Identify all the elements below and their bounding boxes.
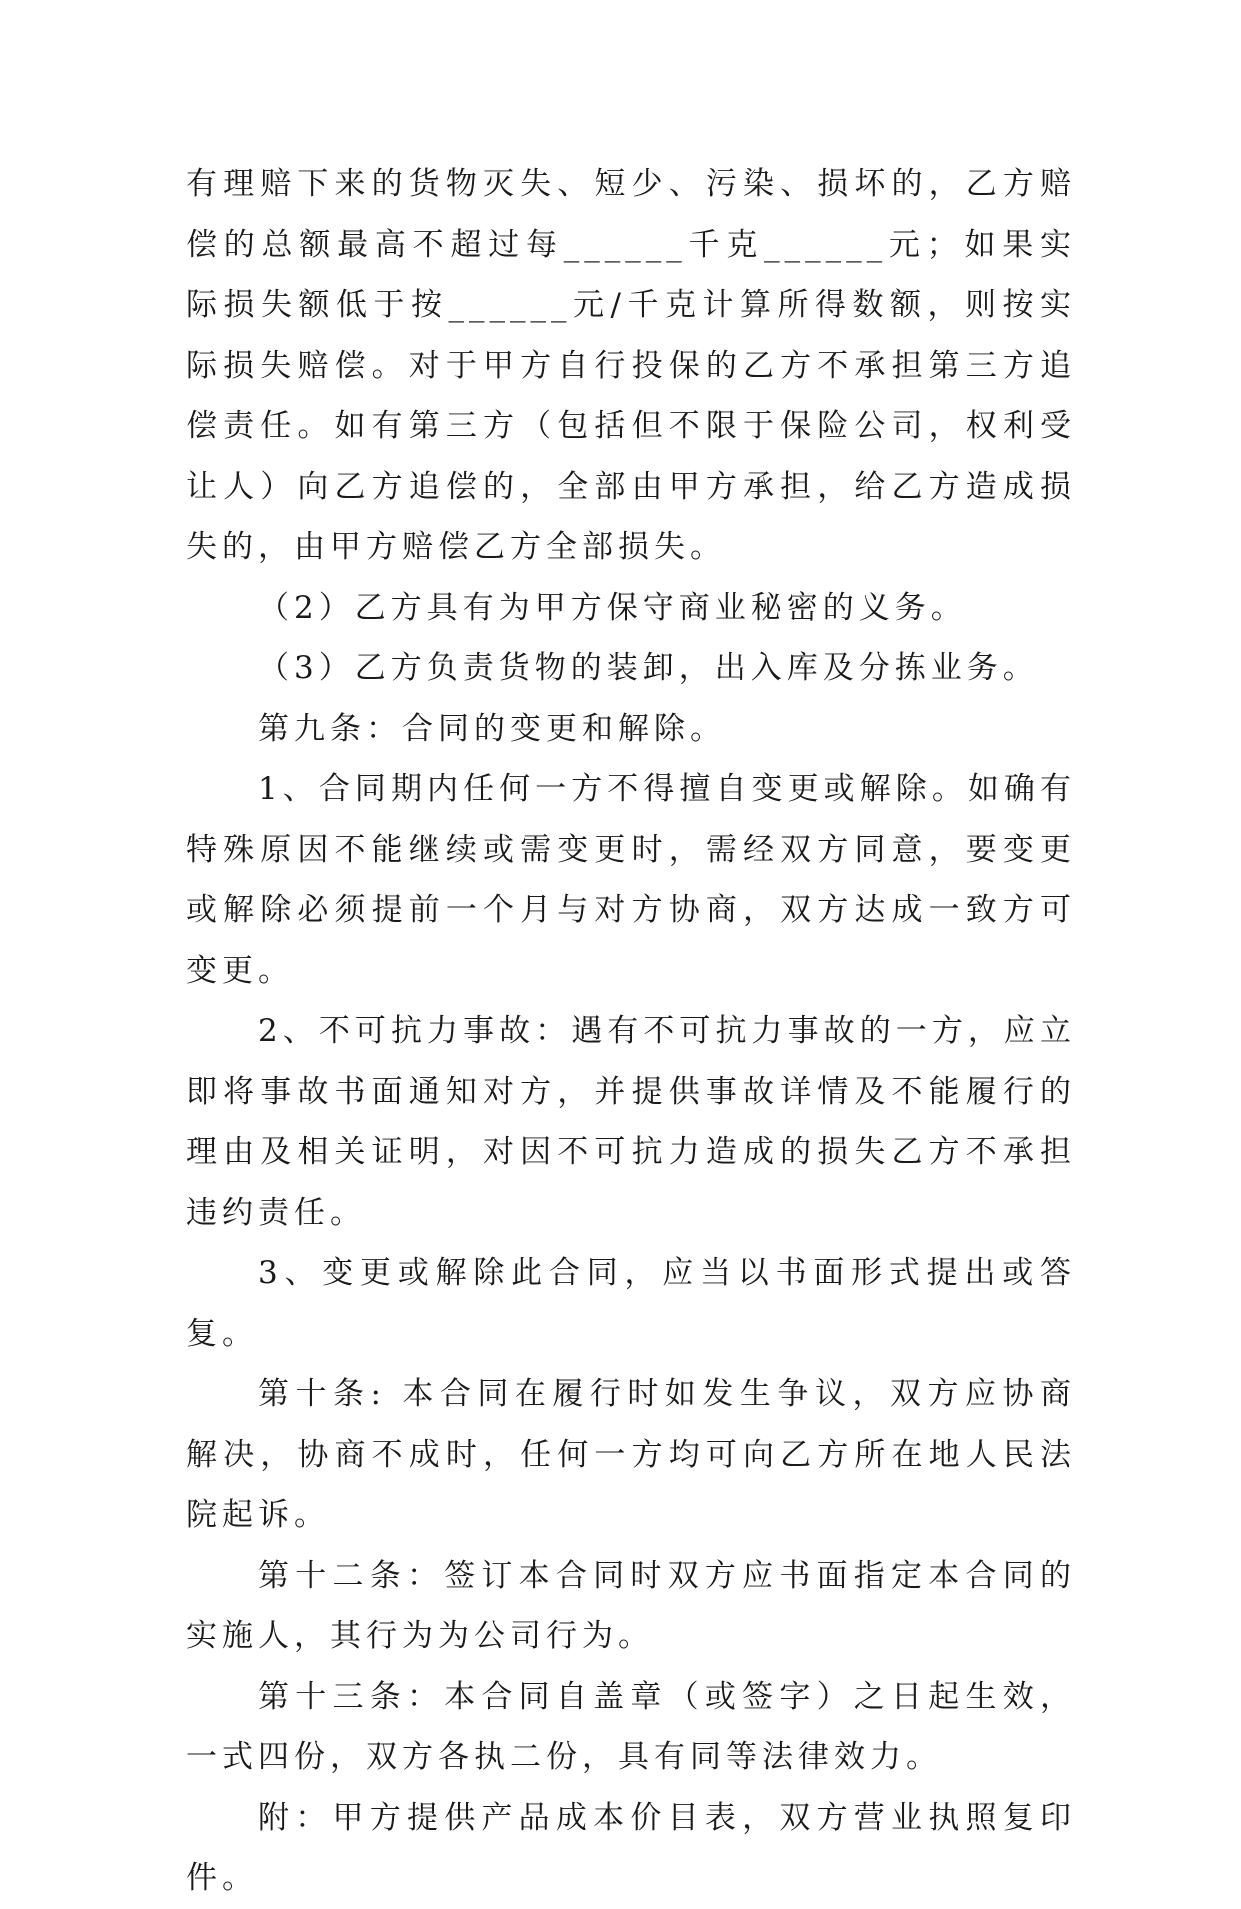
article-10: 第十条: 本合同在履行时如发生争议，双方应协商解决，协商不成时，任何一方均可向乙方所在地人民法院起诉。 — [186, 1376, 1076, 1533]
document-body — [186, 154, 1076, 1909]
article-9-clause-1: 1、合同期内任何一方不得擅自变更或解除。如确有特殊原因不能继续或需变更时，需经双方同意，要变更或解除必须提前一个月与对方协商，双方达成一致方可变更。 — [186, 771, 1076, 989]
article-9-clause-3: 3、变更或解除此合同，应当以书面形式提出或答复。 — [186, 1255, 1076, 1352]
paragraph-item-3-handling: （3）乙方负责货物的装卸，出入库及分拣业务。 — [258, 650, 1039, 686]
article-12: 第十二条：签订本合同时双方应书面指定本合同的实施人，其行为为公司行为。 — [186, 1557, 1076, 1654]
article-9-clause-2: 2、不可抗力事故：遇有不可抗力事故的一方，应立即将事故书面通知对方，并提供事故详情及不能履行的理由及相关证明，对因不可抗力造成的损失乙方不承担违约责任。 — [186, 1013, 1076, 1231]
paragraph-compensation-limit: 有理赔下来的货物灭失、短少、污染、损坏的，乙方赔偿的总额最高不超过每______千克______元；如果实际损失额低于按______元/千克计算所得数额，则按实际损失赔偿。对于甲方自行投保的乙方不承担第三方追偿责任。如有第三方（包括但不限于保险公司，权利受让人）向乙方追偿的，全部由甲方承担，给乙方造成损失的，由甲方赔偿乙方全部损失。 — [186, 166, 1076, 565]
appendix-note: 附：甲方提供产品成本价目表，双方营业执照复印件。 — [186, 1799, 1076, 1896]
paragraph-item-2-confidentiality: （2）乙方具有为甲方保守商业秘密的义务。 — [258, 589, 967, 626]
article-9-heading: 第九条：合同的变更和解除。 — [258, 710, 726, 747]
article-13: 第十三条：本合同自盖章（或签字）之日起生效，一式四份，双方各执二份，具有同等法律效力。 — [186, 1678, 1076, 1775]
